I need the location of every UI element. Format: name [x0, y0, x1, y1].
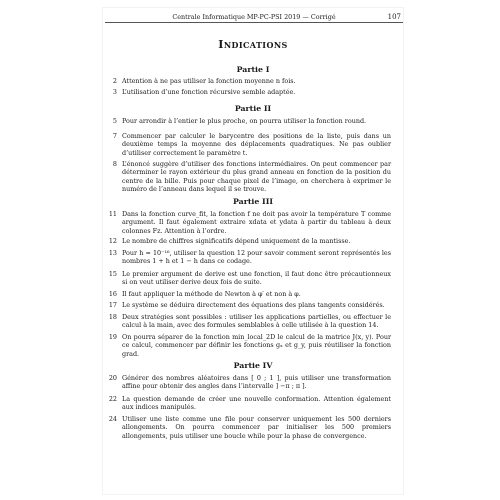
document-page — [103, 8, 403, 494]
page-number: 107 — [387, 13, 401, 21]
item-text: La question demande de créer une nouvelle conformation. Attention également aux indices manipulés. — [122, 395, 391, 412]
item-text: Le nombre de chiffres significatifs dépend uniquement de la mantisse. — [122, 237, 351, 245]
item-text: Pour arrondir à l’entier le plus proche, on pourra utiliser la fonction round. — [122, 117, 367, 125]
item-number: 7 — [112, 132, 117, 140]
part-title-3: Partie III — [233, 197, 273, 206]
item-text: Il faut appliquer la méthode de Newton à φ′ et non à φ. — [122, 290, 301, 298]
list-item — [107, 88, 391, 96]
running-header — [105, 12, 403, 23]
list-item — [107, 132, 391, 157]
list-item — [107, 237, 391, 245]
item-number: 8 — [112, 160, 117, 168]
item-number: 20 — [108, 374, 117, 382]
item-text: On pourra séparer de la fonction min_local_2D le calcul de la matrice J(x, y). Pour ce calcul, commencer par définir les fonctions gₓ et g_y, puis réutiliser la fonction grad. — [122, 333, 391, 358]
part-title-1: Partie I — [236, 65, 270, 74]
list-item — [107, 374, 391, 391]
list-item — [107, 117, 391, 125]
list-item — [107, 249, 391, 266]
item-number: 24 — [108, 415, 117, 423]
item-text: L’énoncé suggère d’utiliser des fonctions intermédiaires. On peut commencer par déterminer le rayon extérieur du plus grand anneau en fonction de la position du centre de la bille. Puis pour chaque pixel de l’image, on cherchera à exprimer le numéro de l’anneau dans lequel il se trouve. — [122, 160, 391, 193]
item-text: Deux stratégies sont possibles : utiliser les applications partielles, ou effectuer le calcul à la main, avec des formules semblables à celle utilisée à la question 14. — [122, 313, 391, 330]
item-number: 11 — [108, 210, 117, 218]
item-number: 13 — [108, 249, 117, 257]
list-item — [107, 270, 391, 287]
part-title-4: Partie IV — [233, 361, 273, 370]
item-text: Dans la fonction curve_fit, la fonction f ne doit pas avoir la température T comme argument. Il faut également extraire xdata et ydata à partir du tableau à deux colonnes Fz. Attention à l’ordre. — [122, 210, 391, 235]
item-text: Attention à ne pas utiliser la fonction moyenne n fois. — [122, 77, 296, 85]
list-item — [107, 210, 391, 235]
item-number: 18 — [108, 313, 117, 321]
list-item — [107, 160, 391, 193]
page-title: Indications — [218, 38, 288, 51]
item-text: Utiliser une liste comme une file pour conserver uniquement les 500 derniers allongements. On pourra commencer par initialiser les 500 premiers allongements, puis utiliser une boucle while pour la phase de convergence. — [122, 415, 391, 440]
item-number: 2 — [112, 77, 117, 85]
item-number: 12 — [108, 237, 117, 245]
item-number: 22 — [108, 395, 117, 403]
list-item — [107, 313, 391, 330]
running-title: Centrale Informatique MP-PC-PSI 2019 — Corrigé — [172, 13, 336, 21]
list-item — [107, 333, 391, 358]
item-text: Commencer par calculer le barycentre des positions de la liste, puis dans un deuxième temps la moyenne des déplacements quadratiques. Ne pas oublier d’utiliser correctement le paramètre t. — [122, 132, 391, 157]
list-item — [107, 77, 391, 85]
item-text: Le premier argument de derive est une fonction, il faut donc être précautionneux si on veut utiliser derive deux fois de suite. — [122, 270, 391, 287]
item-text: Pour h = 10⁻¹⁶, utiliser la question 12 pour savoir comment seront représentés les nombres 1 + h et 1 − h dans ce codage. — [122, 249, 391, 266]
list-item — [107, 301, 391, 309]
part-title-2: Partie II — [234, 104, 272, 113]
item-number: 3 — [112, 88, 117, 96]
item-number: 15 — [108, 270, 117, 278]
item-number: 17 — [108, 301, 117, 309]
list-item — [107, 290, 391, 298]
item-number: 5 — [112, 117, 117, 125]
item-text: Générer des nombres aléatoires dans [ 0 ; 1 ], puis utiliser une transformation affine pour obtenir des angles dans l’intervalle ] −π ; π ]. — [122, 374, 391, 391]
item-text: Le système se déduira directement des équations des plans tangents considérés. — [122, 301, 385, 309]
item-text: L’utilisation d’une fonction récursive semble adaptée. — [122, 88, 296, 96]
item-number: 19 — [108, 333, 117, 341]
list-item — [107, 415, 391, 440]
list-item — [107, 395, 391, 412]
item-number: 16 — [108, 290, 117, 298]
